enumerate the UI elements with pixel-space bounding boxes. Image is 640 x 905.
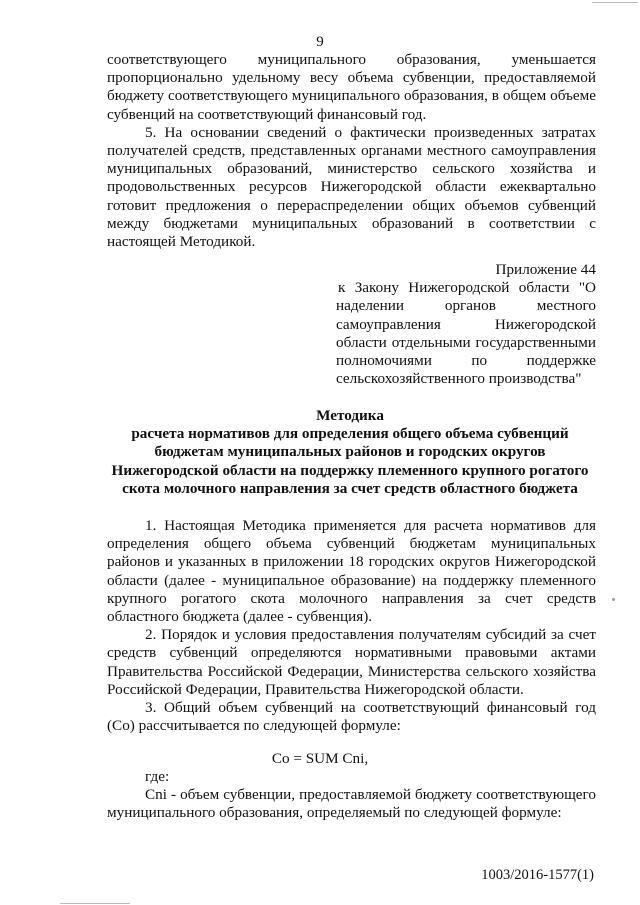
formula-total: Со = SUM Сni, — [271, 750, 369, 767]
appendix-title: Приложение 44 — [495, 261, 596, 278]
top-text-block — [107, 51, 596, 251]
where-label: где: — [145, 768, 170, 785]
appendix-text: к Закону Нижегородской области "О наделении органов местного самоуправления Нижегородской области отдельными государственными полномочиями по поддержке сельскохозяйственного производства" — [336, 279, 596, 388]
heading-line-5: скота молочного направления за счет средств областного бюджета — [122, 479, 578, 497]
scan-artifact-line-bottom — [60, 903, 130, 904]
heading-line-4: Нижегородской области на поддержку племенного крупного рогатого — [111, 461, 589, 479]
definition-block — [107, 786, 596, 822]
continuation-paragraph: соответствующего муниципального образования, уменьшается пропорционально удельному весу объема субвенции, предоставляемой бюджету соответствующего муниципального образования, в общем объеме субвенций на соответствующий финансовый год. — [107, 51, 596, 123]
scan-artifact-line — [592, 2, 638, 3]
heading-line-1: Методика — [316, 407, 384, 424]
scan-artifact-dot — [612, 598, 615, 601]
methodology-paragraph-3: 3. Общий объем субвенций на соответствующий финансовый год (Со) рассчитывается по следующей формуле: — [107, 699, 596, 735]
page-number: 9 — [316, 34, 324, 50]
document-code: 1003/2016-1577(1) — [481, 867, 594, 883]
heading-line-2: расчета нормативов для определения общего объема субвенций — [131, 425, 569, 443]
methodology-paragraph-1: 1. Настоящая Методика применяется для расчета нормативов для определения общего объема субвенций бюджетам муниципальных районов и указанных в приложении 18 городских округов Нижегородской области (далее - муниципальное образование) на поддержку племенного крупного рогатого скота молочного направления за счет средств областного бюджета (далее - субвенция). — [107, 517, 596, 626]
heading-line-3: бюджетам муниципальных районов и городских округов — [154, 443, 546, 461]
methodology-heading — [100, 407, 600, 498]
definition-paragraph: Сni - объем субвенции, предоставляемой бюджету соответствующего муниципального образования, определяемый по следующей формуле: — [107, 786, 596, 822]
methodology-body — [107, 517, 596, 735]
paragraph-5: 5. На основании сведений о фактически произведенных затратах получателей средств, представленных органами местного самоуправления муниципальных образований, министерство сельского хозяйства и продовольственных ресурсов Нижегородской области ежеквартально готовит предложения о перераспределении общих объемов субвенций между бюджетами муниципальных образований в соответствии с настоящей Методикой. — [107, 123, 596, 251]
appendix-header — [336, 261, 596, 388]
methodology-paragraph-2: 2. Порядок и условия предоставления получателям субсидий за счет средств субвенций определяются нормативными правовыми актами Правительства Российской Федерации, Министерства сельского хозяйства Российской Федерации, Правительства Нижегородской области. — [107, 626, 596, 698]
